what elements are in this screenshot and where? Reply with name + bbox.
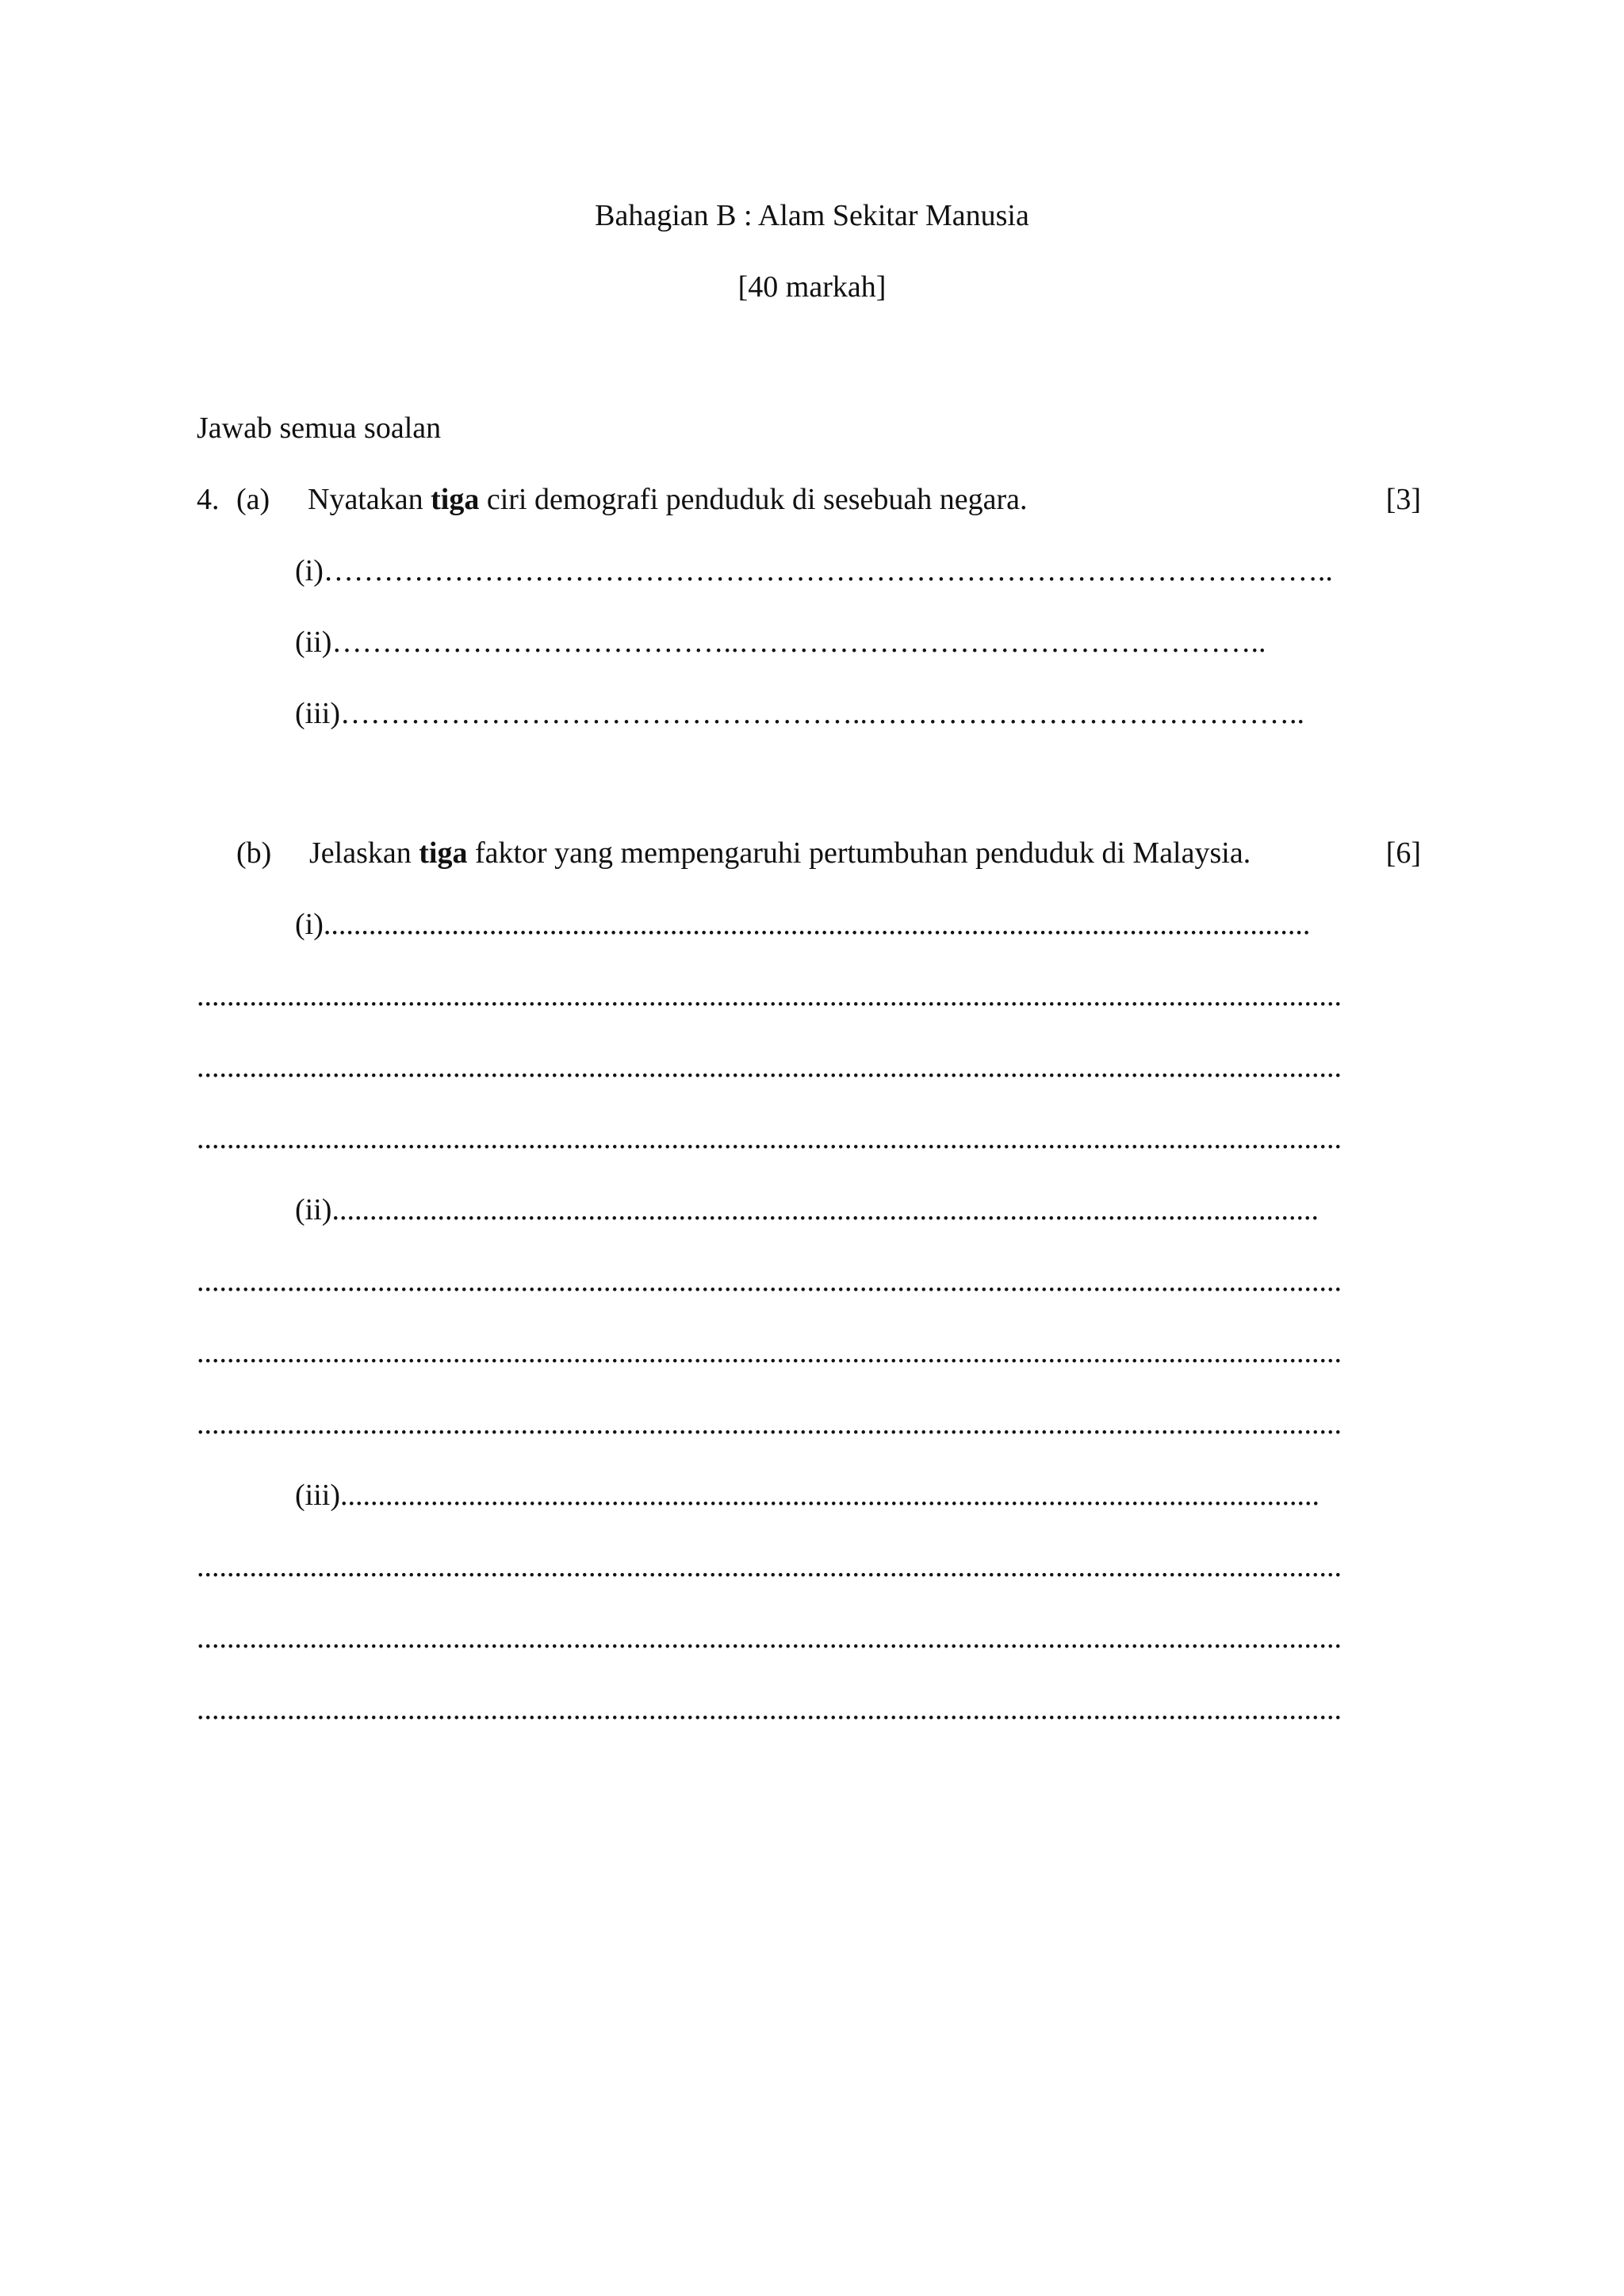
part-b-ii-continuation-1[interactable]: ........................................................................................................................................................	[197, 1265, 1342, 1298]
part-b-answer-line-i[interactable]: (i)...................................................................................................................................	[295, 908, 1311, 941]
instruction: Jawab semua soalan	[197, 411, 442, 445]
part-b-iii-continuation-1[interactable]: ........................................................................................................................................................	[197, 1550, 1342, 1583]
part-a-answer-line-ii[interactable]: (ii)…………………………………..……………………………………………..	[295, 626, 1266, 659]
part-b-label: (b)	[236, 836, 272, 870]
part-b-iii-continuation-2[interactable]: ........................................................................................................................................................	[197, 1621, 1342, 1655]
part-b-i-continuation-1[interactable]: ........................................................................................................................................................	[197, 979, 1342, 1012]
part-a-answer-line-i[interactable]: (i)………………………………………………………………………………………..	[295, 554, 1333, 587]
section-title: Bahagian B : Alam Sekitar Manusia	[595, 199, 1029, 232]
part-b-answer-line-ii[interactable]: (ii)...................................................................................................................................	[295, 1193, 1319, 1226]
part-b-question: Jelaskan tiga faktor yang mempengaruhi pertumbuhan penduduk di Malaysia.	[309, 836, 1251, 870]
part-b-answer-line-iii[interactable]: (iii)..................................................................................................................................	[295, 1479, 1320, 1512]
part-b-iii-continuation-3[interactable]: ........................................................................................................................................................	[197, 1693, 1342, 1726]
part-a-marks: [3]	[1385, 483, 1421, 516]
marks-total: [40 markah]	[737, 270, 887, 304]
part-a-question: Nyatakan tiga ciri demografi penduduk di sesebuah negara.	[308, 483, 1028, 516]
part-b-ii-continuation-2[interactable]: ........................................................................................................................................................	[197, 1336, 1342, 1369]
part-b-ii-continuation-3[interactable]: ........................................................................................................................................................	[197, 1407, 1342, 1441]
part-a-answer-line-iii[interactable]: (iii)……………………………………………..……………………………………..	[295, 697, 1304, 730]
part-b-i-continuation-3[interactable]: ........................................................................................................................................................	[197, 1122, 1342, 1155]
part-b-i-continuation-2[interactable]: ........................................................................................................................................................	[197, 1050, 1342, 1084]
part-b-marks: [6]	[1385, 836, 1421, 870]
question-number: 4.	[197, 483, 220, 516]
part-a-label: (a)	[236, 483, 270, 516]
